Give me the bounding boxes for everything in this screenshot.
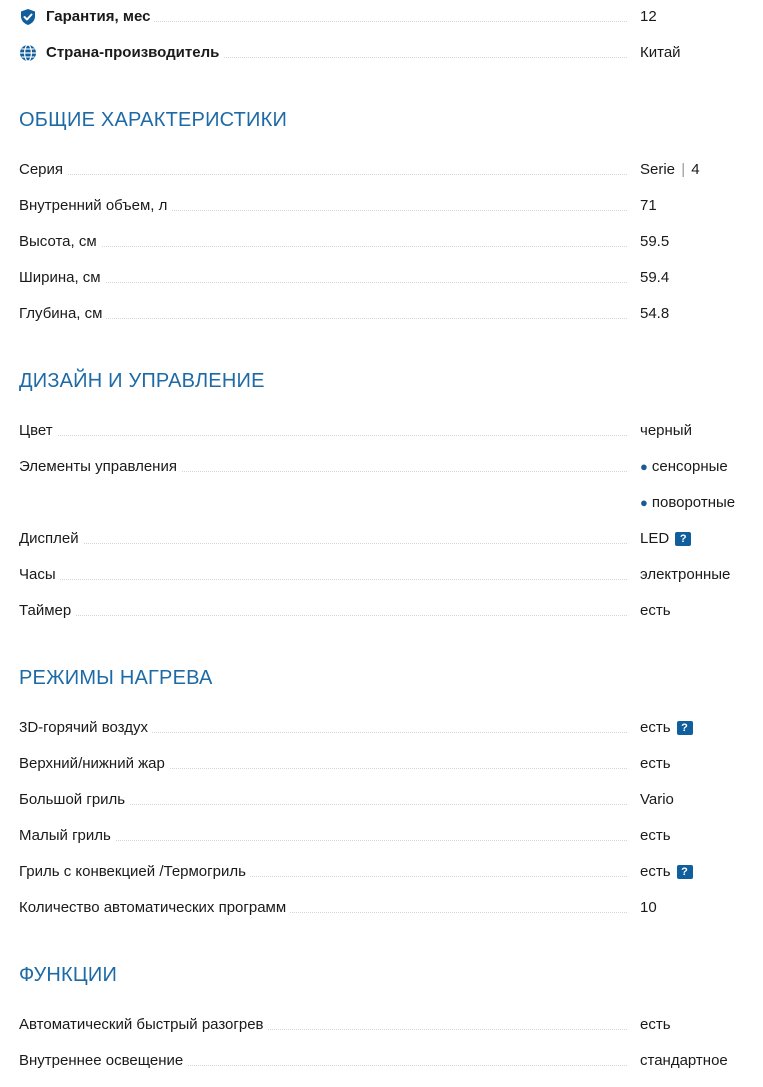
spec-label: Большой гриль bbox=[19, 790, 129, 810]
spec-label: Страна-производитель bbox=[19, 43, 223, 63]
spec-row-clock bbox=[19, 565, 749, 585]
spec-row-country bbox=[19, 43, 749, 63]
spec-value: 54.8 bbox=[640, 305, 670, 322]
spec-value bbox=[640, 862, 693, 882]
dotted-leader bbox=[19, 246, 627, 247]
spec-value bbox=[640, 493, 735, 513]
spec-row-series bbox=[19, 160, 749, 180]
spec-row-timer bbox=[19, 601, 749, 621]
spec-label: Внутреннее освещение bbox=[19, 1051, 187, 1071]
spec-label: Ширина, см bbox=[19, 268, 105, 288]
control-type: сенсорные bbox=[651, 458, 728, 475]
spec-value: стандартное bbox=[640, 1052, 728, 1069]
spec-value: черный bbox=[640, 422, 692, 439]
series-number: 4 bbox=[691, 161, 700, 178]
spec-value: есть bbox=[640, 1016, 671, 1033]
spec-label: Часы bbox=[19, 565, 60, 585]
spec-label: Гриль с конвекцией /Термогриль bbox=[19, 862, 250, 882]
spec-row-controls-cont bbox=[19, 493, 749, 513]
spec-label: Таймер bbox=[19, 601, 75, 621]
spec-value: 12 bbox=[640, 8, 657, 25]
spec-label: Малый гриль bbox=[19, 826, 115, 846]
spec-label: Цвет bbox=[19, 421, 57, 441]
section-title-functions: ФУНКЦИИ bbox=[19, 964, 118, 986]
spec-label: Количество автоматических программ bbox=[19, 898, 290, 918]
spec-row-preheat bbox=[19, 1015, 749, 1035]
spec-value: есть bbox=[640, 827, 671, 844]
help-icon[interactable]: ? bbox=[675, 532, 691, 546]
value-text: есть bbox=[640, 863, 671, 880]
spec-label: Элементы управления bbox=[19, 457, 181, 477]
dotted-leader bbox=[19, 318, 627, 319]
dotted-leader bbox=[19, 543, 627, 544]
spec-row-display bbox=[19, 529, 749, 549]
spec-row-width bbox=[19, 268, 749, 288]
spec-row-small-grill bbox=[19, 826, 749, 846]
section-title-heating: РЕЖИМЫ НАГРЕВА bbox=[19, 667, 213, 689]
globe-icon bbox=[19, 44, 37, 62]
display-type: LED bbox=[640, 530, 670, 547]
spec-value: 10 bbox=[640, 899, 657, 916]
bullet-icon: ● bbox=[640, 495, 648, 510]
spec-row-warranty bbox=[19, 7, 749, 27]
dotted-leader bbox=[19, 615, 627, 616]
spec-value: 59.5 bbox=[640, 233, 670, 250]
bullet-icon: ● bbox=[640, 459, 648, 474]
spec-value: электронные bbox=[640, 566, 731, 583]
help-icon[interactable]: ? bbox=[677, 721, 693, 735]
dotted-leader bbox=[19, 174, 627, 175]
help-icon[interactable]: ? bbox=[677, 865, 693, 879]
shield-check-icon bbox=[19, 8, 37, 26]
series-separator: | bbox=[681, 161, 686, 178]
spec-row-lighting bbox=[19, 1051, 749, 1071]
spec-value bbox=[640, 457, 728, 477]
spec-row-programs bbox=[19, 898, 749, 918]
dotted-leader bbox=[19, 579, 627, 580]
spec-label: Внутренний объем, л bbox=[19, 196, 171, 216]
spec-value: Vario bbox=[640, 791, 674, 808]
spec-row-top-bottom bbox=[19, 754, 749, 774]
spec-value bbox=[640, 529, 691, 549]
spec-label: Верхний/нижний жар bbox=[19, 754, 169, 774]
spec-row-depth bbox=[19, 304, 749, 324]
spec-label: Серия bbox=[19, 160, 67, 180]
spec-label: Глубина, см bbox=[19, 304, 106, 324]
spec-value bbox=[640, 160, 700, 180]
value-text: есть bbox=[640, 719, 671, 736]
spec-value: есть bbox=[640, 755, 671, 772]
spec-label: Высота, см bbox=[19, 232, 101, 252]
spec-row-height bbox=[19, 232, 749, 252]
spec-row-conv-grill bbox=[19, 862, 749, 882]
spec-value: 59.4 bbox=[640, 269, 670, 286]
dotted-leader bbox=[19, 282, 627, 283]
spec-value bbox=[640, 718, 693, 738]
spec-label: Автоматический быстрый разогрев bbox=[19, 1015, 268, 1035]
spec-label: Гарантия, мес bbox=[19, 7, 154, 27]
series-name: Serie bbox=[640, 161, 676, 178]
spec-row-hot-air bbox=[19, 718, 749, 738]
spec-row-color bbox=[19, 421, 749, 441]
section-title-design: ДИЗАЙН И УПРАВЛЕНИЕ bbox=[19, 370, 265, 392]
spec-label: Дисплей bbox=[19, 529, 83, 549]
spec-label: 3D-горячий воздух bbox=[19, 718, 152, 738]
control-type: поворотные bbox=[651, 494, 736, 511]
dotted-leader bbox=[19, 435, 627, 436]
spec-value: Китай bbox=[640, 44, 681, 61]
spec-row-controls bbox=[19, 457, 749, 477]
spec-row-big-grill bbox=[19, 790, 749, 810]
spec-row-volume bbox=[19, 196, 749, 216]
spec-value: есть bbox=[640, 602, 671, 619]
spec-value: 71 bbox=[640, 197, 657, 214]
section-title-general: ОБЩИЕ ХАРАКТЕРИСТИКИ bbox=[19, 109, 288, 131]
